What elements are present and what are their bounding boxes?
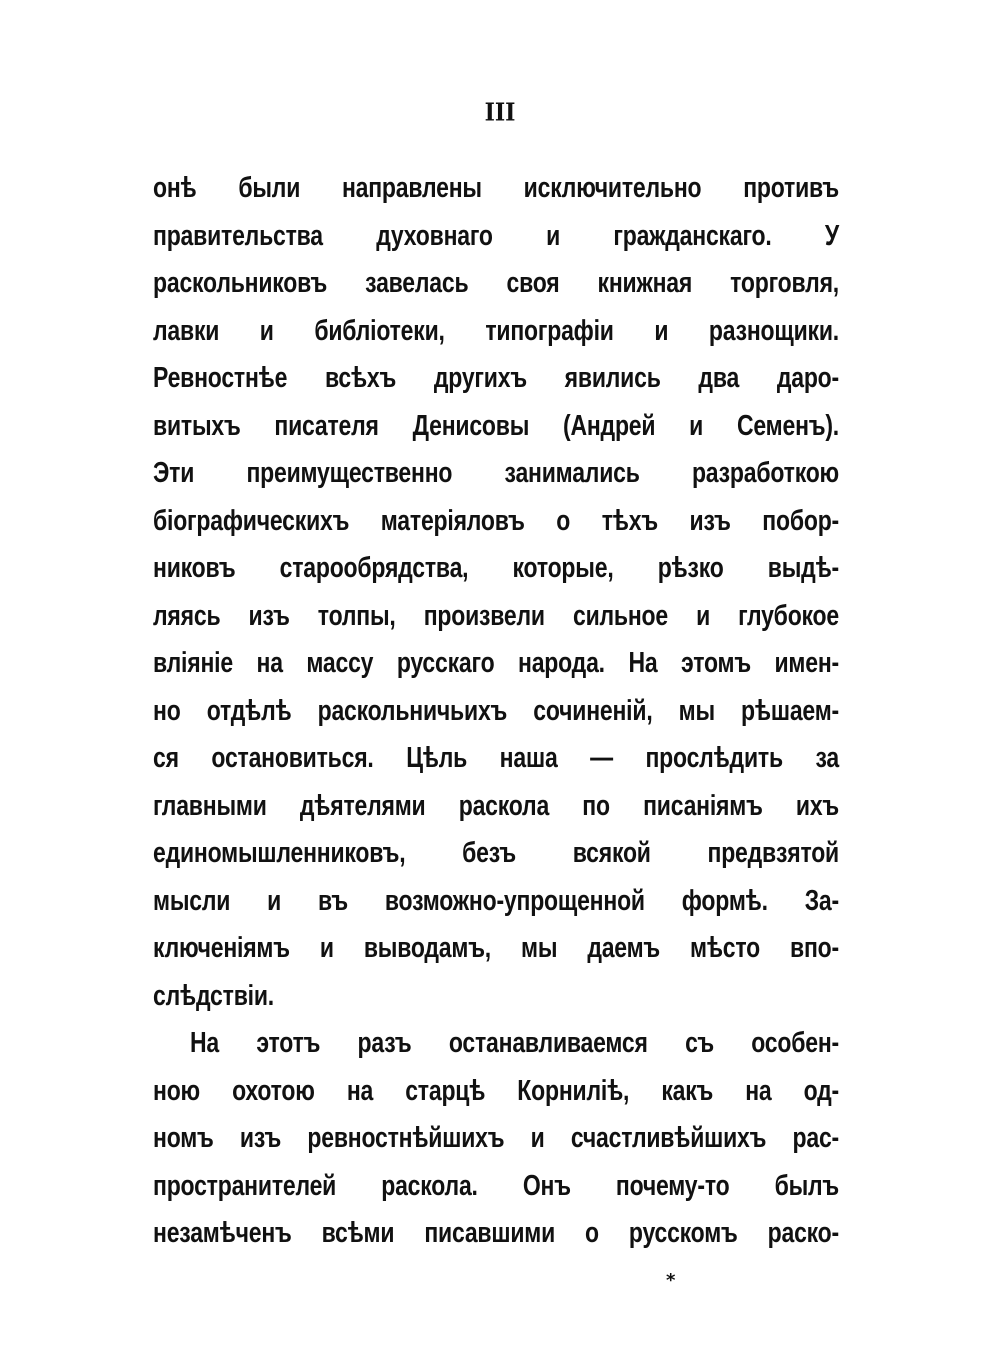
text-line: правительства духовнаго и гражданскаго. У — [153, 218, 839, 251]
paragraph — [153, 164, 839, 1019]
signature-mark: * — [666, 1270, 676, 1291]
text-line: Ревностнѣе всѣхъ другихъ явились два даро- — [153, 360, 839, 394]
text-line: единомышленниковъ, безъ всякой предвзятой — [153, 835, 839, 869]
text-line: Эти преимущественно занимались разработкою — [153, 455, 839, 489]
text-line: пространителей раскола. Онъ почему-то былъ — [153, 1168, 839, 1201]
text-line: номъ изъ ревностнѣйшихъ и счастливѣйшихъ рас- — [153, 1120, 839, 1154]
text-line: На этотъ разъ останавливаемся съ особен- — [190, 1025, 839, 1059]
text-line: онѣ были направлены исключительно противъ — [153, 170, 839, 204]
text-line: слѣдствіи. — [153, 978, 274, 1011]
text-line: біографическихъ матеріяловъ о тѣхъ изъ побор- — [153, 503, 839, 536]
body-text — [153, 164, 839, 1257]
text-line: ся остановиться. Цѣль наша — прослѣдить за — [153, 740, 839, 774]
text-line: мысли и въ возможно-упрощенной формѣ. За- — [153, 883, 839, 916]
text-line: никовъ старообрядства, которые, рѣзко выдѣ- — [153, 550, 839, 584]
text-line: незамѣченъ всѣми писавшими о русскомъ раско- — [153, 1215, 839, 1249]
text-line: раскольниковъ завелась своя книжная торговля, — [153, 265, 839, 299]
page-number: III — [484, 98, 516, 128]
text-line: ляясь изъ толпы, произвели сильное и глубокое — [153, 598, 839, 631]
paragraph — [153, 1019, 839, 1257]
text-line: но отдѣлѣ раскольничьихъ сочиненій, мы рѣшаем- — [153, 693, 839, 726]
text-line: ною охотою на старцѣ Корниліѣ, какъ на од- — [153, 1073, 839, 1106]
text-line: лавки и библіотеки, типографіи и разнощики. — [153, 313, 839, 346]
text-line: вліяніе на массу русскаго народа. На этомъ имен- — [153, 645, 839, 679]
text-line: ключеніямъ и выводамъ, мы даемъ мѣсто впо- — [153, 930, 839, 964]
text-line: главными дѣятелями раскола по писаніямъ ихъ — [153, 788, 839, 821]
text-line: витыхъ писателя Денисовы (Андрей и Семенъ). — [153, 408, 839, 441]
